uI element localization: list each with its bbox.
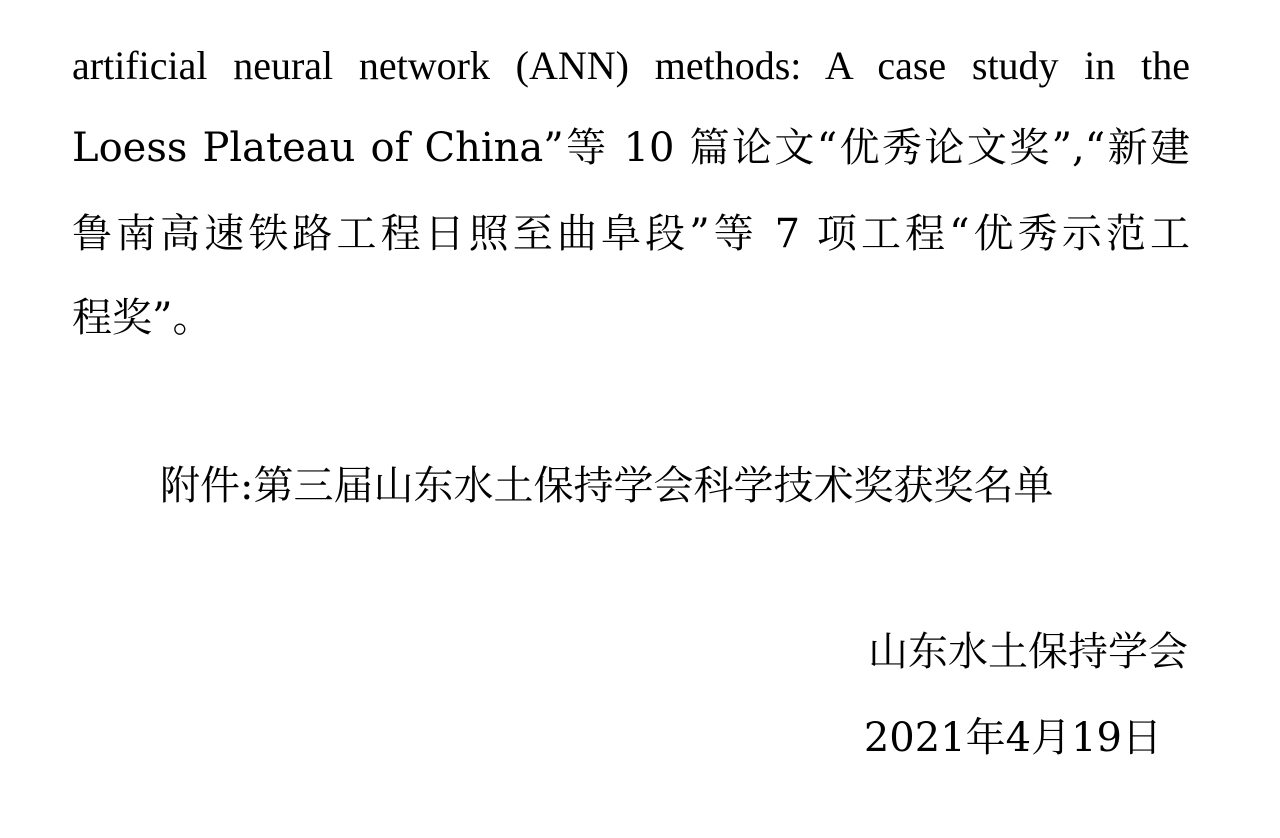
attachment-note: 附件:第三届山东水土保持学会科学技术奖获奖名单 [160, 463, 1054, 509]
paragraph-line-3: 鲁南高速铁路工程日照至曲阜段”等 7 项工程“优秀示范工 [72, 211, 1190, 257]
paragraph-line-2: Loess Plateau of China”等 10 篇论文“优秀论文奖”,“新建 [72, 125, 1190, 171]
paragraph-line-1: artificial neural network (ANN) methods: A case study in the [72, 43, 1190, 88]
paragraph-line-4: 程奖”。 [72, 295, 213, 341]
signature-date: 2021年4月19日 [863, 715, 1162, 761]
signature-organization: 山东水土保持学会 [868, 629, 1188, 675]
